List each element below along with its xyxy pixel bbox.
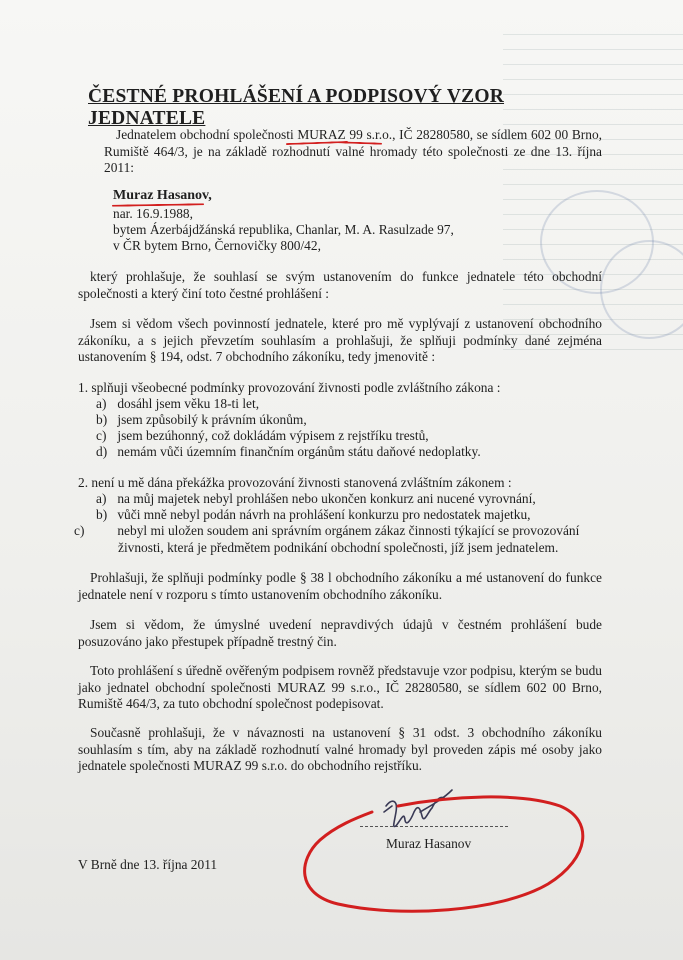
signature-specimen-paragraph: Toto prohlášení s úředně ověřeným podpisem rovněž představuje vzor podpisu, kterým se budu jako jednatel obchodní společnosti MURAZ 99 s.r.o., IČ 28280580, se sídlem 602 00 Brno, Rumiště 464/3, za tuto obchodní společnost podepisovat. <box>78 663 602 711</box>
handwritten-signature <box>384 790 452 826</box>
list-item: a) na můj majetek nebyl prohlášen nebo ukončen konkurz ani nucené vyrovnání, <box>96 491 536 506</box>
place-and-date: V Brně dne 13. října 2011 <box>78 857 218 872</box>
list-item: c) jsem bezúhonný, což dokládám výpisem z rejstříku trestů, <box>96 428 429 443</box>
person-name: Muraz Hasanov, <box>113 188 212 203</box>
list-1-heading: 1. splňuji všeobecné podmínky provozování živnosti podle zvláštního zákona : <box>78 380 501 395</box>
intro-paragraph: Jednatelem obchodní společnosti MURAZ 99 s.r.o., IČ 28280580, se sídlem 602 00 Brno, Rumiště 464/3, je na základě rozhodnutí valné hromady této společnosti ze dne 13. října 2011: <box>104 127 602 175</box>
list-item: a) dosáhl jsem věku 18-ti let, <box>96 396 260 411</box>
person-birth-date: nar. 16.9.1988, <box>113 206 193 221</box>
list-2-heading: 2. není u mě dána překážka provozování živnosti stanovená zvláštním zákonem : <box>78 475 512 490</box>
list-item: c) nebyl mi uložen soudem ani správním orgánem zákaz činnosti týkající se provozování živnosti, která je předmětem podnikání obchodní společnosti, jíž jsem jednatelem. <box>74 523 580 555</box>
signer-name: Muraz Hasanov <box>386 836 472 851</box>
registration-paragraph: Současně prohlašuji, že v návaznosti na ustanovení § 31 odst. 3 obchodního zákoníku souhlasím s tím, aby na základě rozhodnutí valné hromady byl proveden zápis mé osoby jako jednatele společnosti MURAZ 99 s.r.o. do obchodního rejstříku. <box>78 725 602 773</box>
list-item: b) vůči mně nebyl podán návrh na prohlášení konkurzu pro nedostatek majetku, <box>96 507 531 522</box>
list-item: b) jsem způsobilý k právním úkonům, <box>96 412 307 427</box>
list-item: d) nemám vůči územním finančním orgánům státu daňové nedoplatky. <box>96 444 481 459</box>
compliance-paragraph: Prohlašuji, že splňuji podmínky podle § 38 l obchodního zákoníku a mé ustanovení do funkce jednatele není v rozporu s tímto ustanovením obchodního zákoníku. <box>78 570 602 602</box>
red-ellipse-annotation <box>305 797 583 911</box>
person-cz-address: v ČR bytem Brno, Černovičky 800/42, <box>113 238 321 253</box>
person-address: bytem Ázerbájdžánská republika, Chanlar, M. A. Rasulzade 97, <box>113 222 454 237</box>
declaration-paragraph: který prohlašuje, že souhlasí se svým ustanovením do funkce jednatele této obchodní společnosti a který činí toto čestné prohlášení : <box>78 269 602 301</box>
document-title: ČESTNÉ PROHLÁŠENÍ A PODPISOVÝ VZOR JEDNATELE <box>88 86 505 129</box>
liability-paragraph: Jsem si vědom, že úmyslné uvedení nepravdivých údajů v čestném prohlášení bude posuzováno jako přestupek případně trestný čin. <box>78 617 602 649</box>
duties-paragraph: Jsem si vědom všech povinností jednatele, které pro mě vyplývají z ustanovení obchodního zákoníku, a s jejich převzetím souhlasím a prohlašuji, že splňuji podmínky dané zejména ustanovením § 194, odst. 7 obchodního zákoníku, tedy jmenovitě : <box>78 316 602 364</box>
